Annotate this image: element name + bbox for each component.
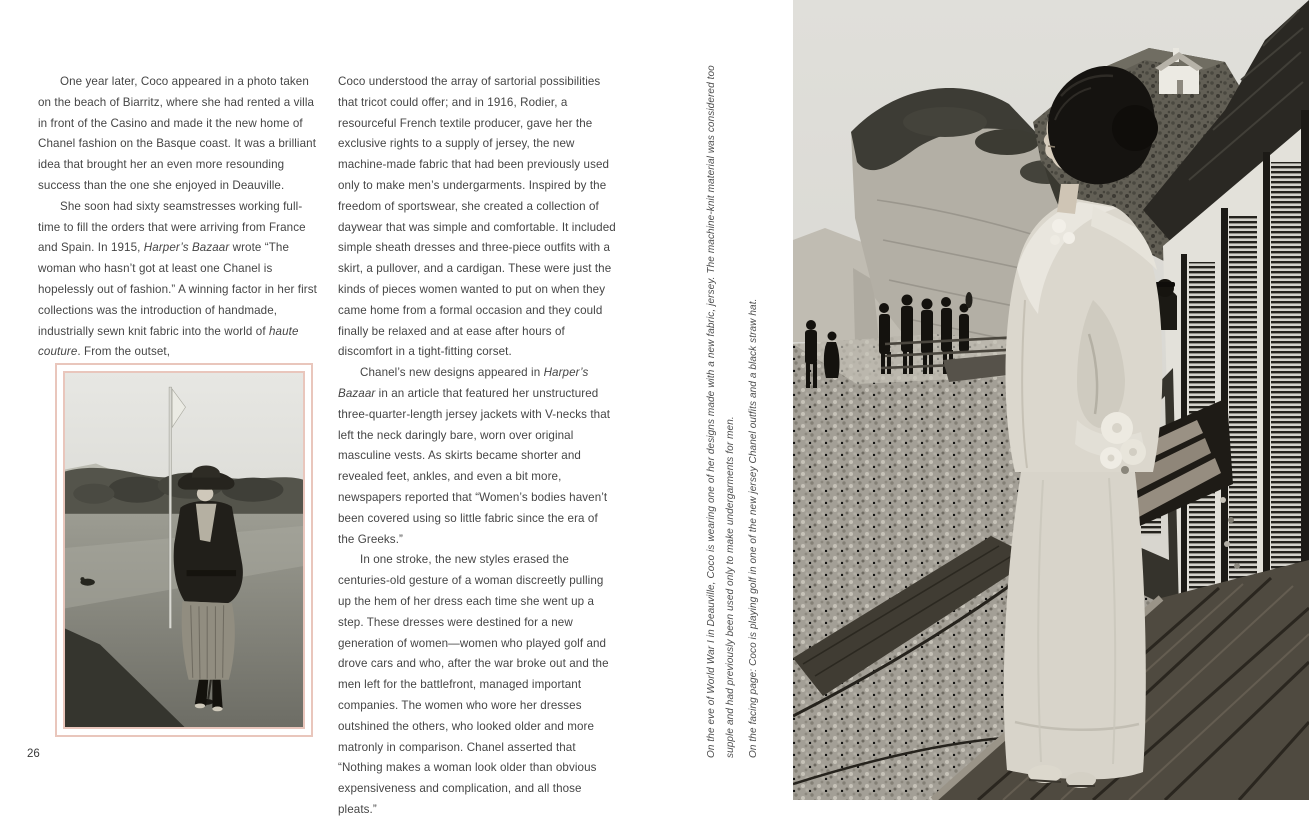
golf-photo-svg xyxy=(65,373,303,727)
side-captions xyxy=(702,62,768,758)
caption-beach-photo: On the eve of World War I in Deauville, Coco is wearing one of her designs made with a new fabric, jersey. The machine-knit material was considered too supple and had previously been used only to make undergarments for men. xyxy=(706,65,736,758)
paragraph: She soon had sixty seamstresses working full-time to fill the orders that were arriving from France and Spain. In 1915, Harper’s Bazaar wrote “The woman who hasn’t got at least one Chanel is hopelessly out of fashion.” A winning factor in her first collections was the introduction of handmade, industrially sewn knit fabric into the world of haute couture. From the outset, xyxy=(38,199,317,359)
text-column-right xyxy=(338,72,616,821)
paragraph: Chanel’s new designs appeared in Harper’s Bazaar in an article that featured her unstructured three-quarter-length jersey jackets with V-necks that left the neck daringly bare, worn over original masculine vests. As skirts became shorter and revealed feet, ankles, and even a bit more, newspapers reported that “Women’s bodies haven’t been covered using so little fabric since the era of the Greeks.” xyxy=(338,366,611,546)
beach-photo-svg xyxy=(793,0,1309,800)
golf-photo xyxy=(63,371,305,729)
beach-photo xyxy=(793,0,1309,800)
caption-facing-page: On the facing page: Coco is playing golf in one of the new jersey Chanel outfits and a black straw hat. xyxy=(748,298,759,758)
paragraph: Coco understood the array of sartorial possibilities that tricot could offer; and in 1916, Rodier, a resourceful French textile producer, gave her the exclusive rights to a supply of jersey, the new machine-made fabric that had been previously used only to make men’s undergarments. Inspired by the freedom of sportswear, she created a collection of daywear that was simple and comfortable. It included simple sheath dresses and three-piece outfits with a skirt, a pullover, and a cardigan. These were just the kinds of pieces women wanted to put on when they came home from a formal occasion and they could finally be relaxed and at ease after hours of discomfort in a tight-fitting corset. xyxy=(338,75,616,359)
paragraph: One year later, Coco appeared in a photo taken on the beach of Biarritz, where she had rented a villa in front of the Casino and made it the new home of Chanel fashion on the Basque coast. It was a brilliant idea that brought her an even more resounding success than the one she enjoyed in Deauville. xyxy=(38,75,317,192)
text-column-left xyxy=(38,72,317,363)
page-number: 26 xyxy=(27,748,40,760)
golf-photo-frame xyxy=(55,363,313,737)
paragraph: In one stroke, the new styles erased the centuries-old gesture of a woman discreetly pulling up the hem of her dress each time she went up a step. These dresses were destined for a new generation of women—women who played golf and drove cars and who, after the war broke out and the men left for the battlefront, managed important companies. The women who wore her dresses outshined the others, who looked older and more matronly in comparison. Chanel asserted that “Nothing makes a woman look older than obvious expensiveness and complication, and all those pleats.” xyxy=(338,553,609,816)
